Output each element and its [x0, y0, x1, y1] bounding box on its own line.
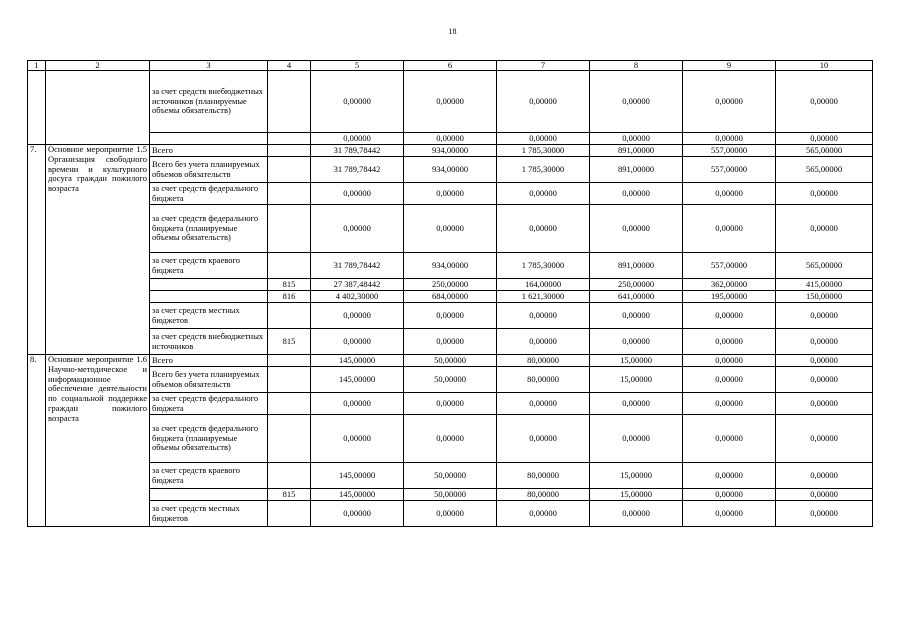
funding-source: за счет средств федерального бюджета (планируемые объемы обязательств): [150, 205, 268, 253]
amount-cell: 15,00000: [590, 463, 683, 489]
amount-cell: 27 387,48442: [311, 279, 404, 291]
amount-cell: 0,00000: [497, 71, 590, 133]
amount-cell: 250,00000: [404, 279, 497, 291]
header-cell: 10: [776, 61, 873, 71]
amount-cell: 0,00000: [311, 303, 404, 329]
header-cell: 4: [268, 61, 311, 71]
amount-cell: 0,00000: [311, 183, 404, 205]
budget-code: [268, 145, 311, 157]
funding-source: [150, 133, 268, 145]
table-row: [28, 205, 873, 253]
header-cell: 3: [150, 61, 268, 71]
measure-description: Основное мероприятие 1.6 Научно-методическое и информационное обеспечение деятельности по социальной поддержке граждан пожилого возраста: [46, 355, 150, 527]
amount-cell: 0,00000: [497, 415, 590, 463]
amount-cell: 50,00000: [404, 367, 497, 393]
amount-cell: 0,00000: [683, 393, 776, 415]
amount-cell: 934,00000: [404, 253, 497, 279]
funding-source: за счет средств внебюджетных источников: [150, 329, 268, 355]
amount-cell: 0,00000: [404, 71, 497, 133]
row-number: [28, 71, 46, 145]
amount-cell: 1 621,30000: [497, 291, 590, 303]
table-row: [28, 71, 873, 133]
amount-cell: 0,00000: [497, 183, 590, 205]
amount-cell: 0,00000: [497, 205, 590, 253]
funding-source: за счет средств местных бюджетов: [150, 501, 268, 527]
budget-code: [268, 183, 311, 205]
amount-cell: 0,00000: [776, 393, 873, 415]
budget-code: 816: [268, 291, 311, 303]
table-row: [28, 183, 873, 205]
amount-cell: 0,00000: [776, 71, 873, 133]
amount-cell: 195,00000: [683, 291, 776, 303]
table-row: [28, 367, 873, 393]
amount-cell: 1 785,30000: [497, 145, 590, 157]
amount-cell: 934,00000: [404, 157, 497, 183]
amount-cell: 145,00000: [311, 355, 404, 367]
budget-code: 815: [268, 489, 311, 501]
amount-cell: 0,00000: [683, 71, 776, 133]
table-row: [28, 291, 873, 303]
header-cell: 6: [404, 61, 497, 71]
funding-source: [150, 291, 268, 303]
budget-code: [268, 205, 311, 253]
table-row: [28, 415, 873, 463]
table-row: [28, 329, 873, 355]
amount-cell: 0,00000: [776, 329, 873, 355]
amount-cell: 565,00000: [776, 253, 873, 279]
amount-cell: 0,00000: [683, 489, 776, 501]
amount-cell: 0,00000: [683, 329, 776, 355]
amount-cell: 557,00000: [683, 253, 776, 279]
amount-cell: 0,00000: [590, 183, 683, 205]
amount-cell: 145,00000: [311, 463, 404, 489]
funding-source: [150, 489, 268, 501]
row-number: 7.: [28, 145, 46, 355]
budget-table: [27, 60, 873, 527]
amount-cell: 0,00000: [590, 205, 683, 253]
amount-cell: 0,00000: [404, 393, 497, 415]
amount-cell: 0,00000: [311, 415, 404, 463]
amount-cell: 80,00000: [497, 489, 590, 501]
amount-cell: 15,00000: [590, 489, 683, 501]
amount-cell: 0,00000: [404, 205, 497, 253]
funding-source: за счет средств местных бюджетов: [150, 303, 268, 329]
header-cell: 9: [683, 61, 776, 71]
amount-cell: 0,00000: [311, 501, 404, 527]
measure-description: [46, 71, 150, 145]
funding-source: Всего без учета планируемых объемов обязательств: [150, 367, 268, 393]
budget-code: [268, 355, 311, 367]
budget-code: [268, 501, 311, 527]
budget-code: [268, 367, 311, 393]
amount-cell: 31 789,78442: [311, 157, 404, 183]
amount-cell: 4 402,30000: [311, 291, 404, 303]
header-cell: 7: [497, 61, 590, 71]
amount-cell: 0,00000: [683, 367, 776, 393]
header-cell: 8: [590, 61, 683, 71]
amount-cell: 0,00000: [497, 303, 590, 329]
amount-cell: 0,00000: [776, 501, 873, 527]
amount-cell: 164,00000: [497, 279, 590, 291]
table-row: [28, 145, 873, 157]
amount-cell: 0,00000: [776, 463, 873, 489]
amount-cell: 0,00000: [683, 133, 776, 145]
amount-cell: 0,00000: [776, 415, 873, 463]
table-row: [28, 463, 873, 489]
budget-code: [268, 393, 311, 415]
amount-cell: 934,00000: [404, 145, 497, 157]
amount-cell: 415,00000: [776, 279, 873, 291]
amount-cell: 557,00000: [683, 157, 776, 183]
amount-cell: 0,00000: [590, 71, 683, 133]
amount-cell: 50,00000: [404, 463, 497, 489]
amount-cell: 0,00000: [683, 501, 776, 527]
amount-cell: 0,00000: [776, 355, 873, 367]
amount-cell: 0,00000: [311, 393, 404, 415]
amount-cell: 0,00000: [497, 133, 590, 145]
table-row: [28, 253, 873, 279]
budget-code: [268, 463, 311, 489]
funding-source: Всего: [150, 355, 268, 367]
budget-code: [268, 71, 311, 133]
budget-code: [268, 253, 311, 279]
amount-cell: 557,00000: [683, 145, 776, 157]
header-cell: 5: [311, 61, 404, 71]
funding-source: за счет средств краевого бюджета: [150, 463, 268, 489]
amount-cell: 0,00000: [404, 183, 497, 205]
funding-source: за счет средств краевого бюджета: [150, 253, 268, 279]
amount-cell: 31 789,78442: [311, 253, 404, 279]
budget-code: [268, 157, 311, 183]
budget-code: 815: [268, 329, 311, 355]
budget-code: [268, 303, 311, 329]
amount-cell: 0,00000: [311, 133, 404, 145]
amount-cell: 0,00000: [776, 133, 873, 145]
amount-cell: 0,00000: [683, 355, 776, 367]
amount-cell: 80,00000: [497, 463, 590, 489]
funding-source: за счет средств федерального бюджета: [150, 393, 268, 415]
amount-cell: 891,00000: [590, 145, 683, 157]
amount-cell: 1 785,30000: [497, 157, 590, 183]
amount-cell: 0,00000: [590, 133, 683, 145]
amount-cell: 0,00000: [590, 501, 683, 527]
amount-cell: 891,00000: [590, 253, 683, 279]
amount-cell: 250,00000: [590, 279, 683, 291]
page-number: 18: [448, 27, 457, 36]
funding-source: Всего: [150, 145, 268, 157]
amount-cell: 0,00000: [776, 367, 873, 393]
amount-cell: 362,00000: [683, 279, 776, 291]
amount-cell: 145,00000: [311, 367, 404, 393]
amount-cell: 150,00000: [776, 291, 873, 303]
budget-code: [268, 415, 311, 463]
amount-cell: 0,00000: [404, 415, 497, 463]
amount-cell: 0,00000: [776, 303, 873, 329]
amount-cell: 0,00000: [590, 303, 683, 329]
funding-source: за счет средств внебюджетных источников (планируемые объемы обязательств): [150, 71, 268, 133]
amount-cell: 0,00000: [776, 489, 873, 501]
amount-cell: 684,00000: [404, 291, 497, 303]
table-row: [28, 489, 873, 501]
funding-source: за счет средств федерального бюджета: [150, 183, 268, 205]
amount-cell: 0,00000: [404, 501, 497, 527]
table-row: [28, 157, 873, 183]
header-row: [28, 61, 873, 71]
header-cell: 2: [46, 61, 150, 71]
amount-cell: 641,00000: [590, 291, 683, 303]
amount-cell: 0,00000: [590, 415, 683, 463]
table-row: [28, 133, 873, 145]
budget-code: [268, 133, 311, 145]
amount-cell: 565,00000: [776, 145, 873, 157]
amount-cell: 0,00000: [683, 205, 776, 253]
table-row: [28, 501, 873, 527]
amount-cell: 0,00000: [590, 393, 683, 415]
amount-cell: 0,00000: [683, 183, 776, 205]
amount-cell: 0,00000: [497, 393, 590, 415]
table-row: [28, 303, 873, 329]
amount-cell: 145,00000: [311, 489, 404, 501]
header-cell: 1: [28, 61, 46, 71]
funding-source: Всего без учета планируемых объемов обязательств: [150, 157, 268, 183]
amount-cell: 15,00000: [590, 355, 683, 367]
amount-cell: 80,00000: [497, 367, 590, 393]
table-row: [28, 355, 873, 367]
amount-cell: 1 785,30000: [497, 253, 590, 279]
amount-cell: 0,00000: [683, 303, 776, 329]
amount-cell: 0,00000: [311, 71, 404, 133]
measure-description: Основное мероприятие 1.5 Организация свободного времени и культурного досуга граждан пожилого возраста: [46, 145, 150, 355]
amount-cell: 0,00000: [683, 415, 776, 463]
funding-source: за счет средств федерального бюджета (планируемые объемы обязательств): [150, 415, 268, 463]
amount-cell: 31 789,78442: [311, 145, 404, 157]
funding-source: [150, 279, 268, 291]
amount-cell: 0,00000: [404, 133, 497, 145]
amount-cell: 565,00000: [776, 157, 873, 183]
amount-cell: 0,00000: [311, 205, 404, 253]
amount-cell: 0,00000: [404, 303, 497, 329]
table-row: [28, 393, 873, 415]
amount-cell: 50,00000: [404, 355, 497, 367]
amount-cell: 0,00000: [311, 329, 404, 355]
amount-cell: 15,00000: [590, 367, 683, 393]
table-row: [28, 279, 873, 291]
amount-cell: 0,00000: [497, 329, 590, 355]
amount-cell: 0,00000: [776, 205, 873, 253]
amount-cell: 0,00000: [776, 183, 873, 205]
row-number: 8.: [28, 355, 46, 527]
amount-cell: 50,00000: [404, 489, 497, 501]
amount-cell: 80,00000: [497, 355, 590, 367]
amount-cell: 891,00000: [590, 157, 683, 183]
amount-cell: 0,00000: [404, 329, 497, 355]
amount-cell: 0,00000: [497, 501, 590, 527]
amount-cell: 0,00000: [683, 463, 776, 489]
budget-code: 815: [268, 279, 311, 291]
amount-cell: 0,00000: [590, 329, 683, 355]
